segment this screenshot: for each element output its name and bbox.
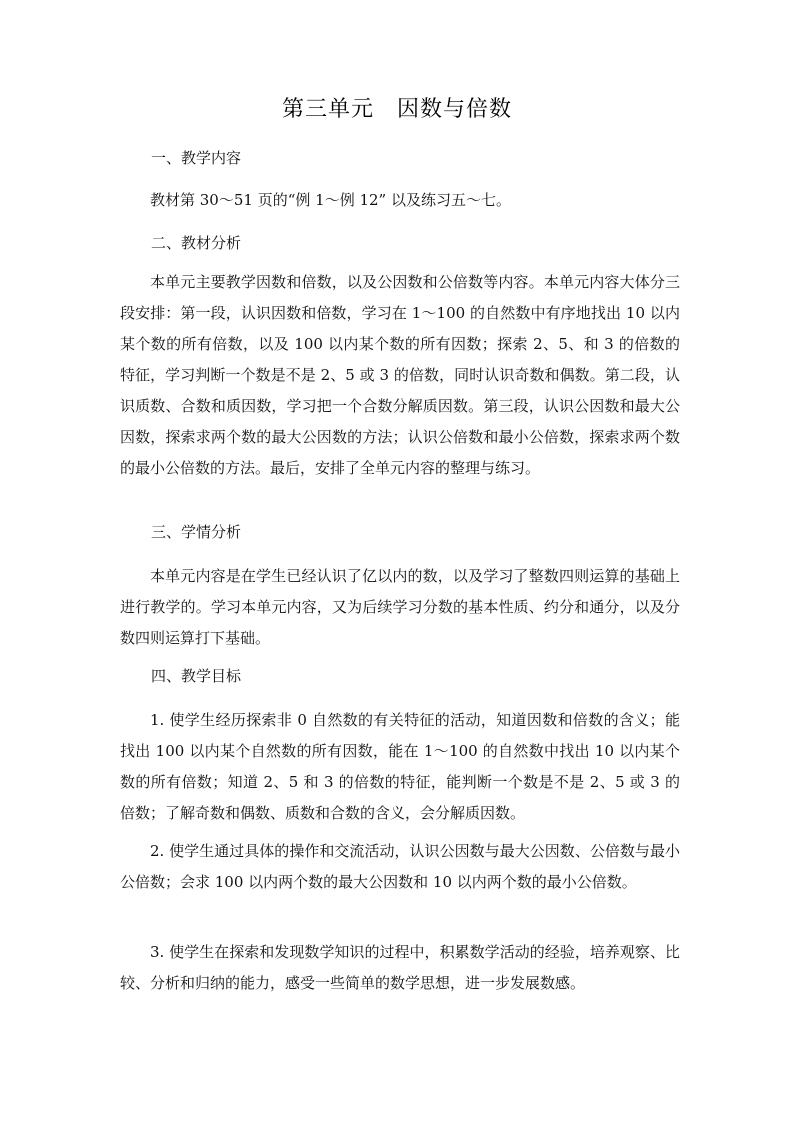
page-title: 第三单元 因数与倍数 (281, 97, 512, 122)
heading-teaching-content: 一、教学内容 (151, 149, 242, 167)
paragraph-teaching-content: 教材第 30～51 页的“例 1～例 12” 以及练习五～七。 (150, 191, 511, 209)
heading-teaching-objectives: 四、教学目标 (151, 667, 242, 685)
paragraph-student-analysis: 本单元内容是在学生已经认识了亿以内的数，以及学习了整数四则运算的基础上进行教学的。学习本单元内容，又为后续学习分数的基本性质、约分和通分，以及分数四则运算打下基础。 (120, 567, 680, 647)
objective-item-2: 2. 使学生通过具体的操作和交流活动，认识公因数与最大公因数、公倍数与最小公倍数；会求 100 以内两个数的最大公因数和 10 以内两个数的最小公倍数。 (120, 842, 680, 891)
objective-item-1: 1. 使学生经历探索非 0 自然数的有关特征的活动，知道因数和倍数的含义；能找出 100 以内某个自然数的所有因数，能在 1～100 的自然数中找出 10 以内某个数的所有倍数；知道 2、5 和 3 的倍数的特征，能判断一个数是不是 2、5 或 3 的倍数；了解奇数和偶数、质数和合数的含义，会分解质因数。 (120, 711, 680, 822)
paragraph-material-analysis: 本单元主要教学因数和倍数，以及公因数和公倍数等内容。本单元内容大体分三段安排：第一段，认识因数和倍数，学习在 1～100 的自然数中有序地找出 10 以内某个数的所有倍数，以及 100 以内某个数的所有因数；探索 2、5、和 3 的倍数的特征，学习判断一个数是不是 2、5 或 3 的倍数，同时认识奇数和偶数。第二段，认识质数、合数和质因数，学习把一个合数分解质因数。第三段，认识公因数和最大公因数，探索求两个数的最大公因数的方法；认识公倍数和最小公倍数，探索求两个数的最小公倍数的方法。最后，安排了全单元内容的整理与练习。 (120, 273, 680, 477)
heading-material-analysis: 二、教材分析 (151, 234, 242, 252)
objective-item-3: 3. 使学生在探索和发现数学知识的过程中，积累数学活动的经验，培养观察、比较、分析和归纳的能力，感受一些简单的数学思想，进一步发展数感。 (120, 943, 680, 992)
heading-student-analysis: 三、学情分析 (151, 523, 242, 541)
